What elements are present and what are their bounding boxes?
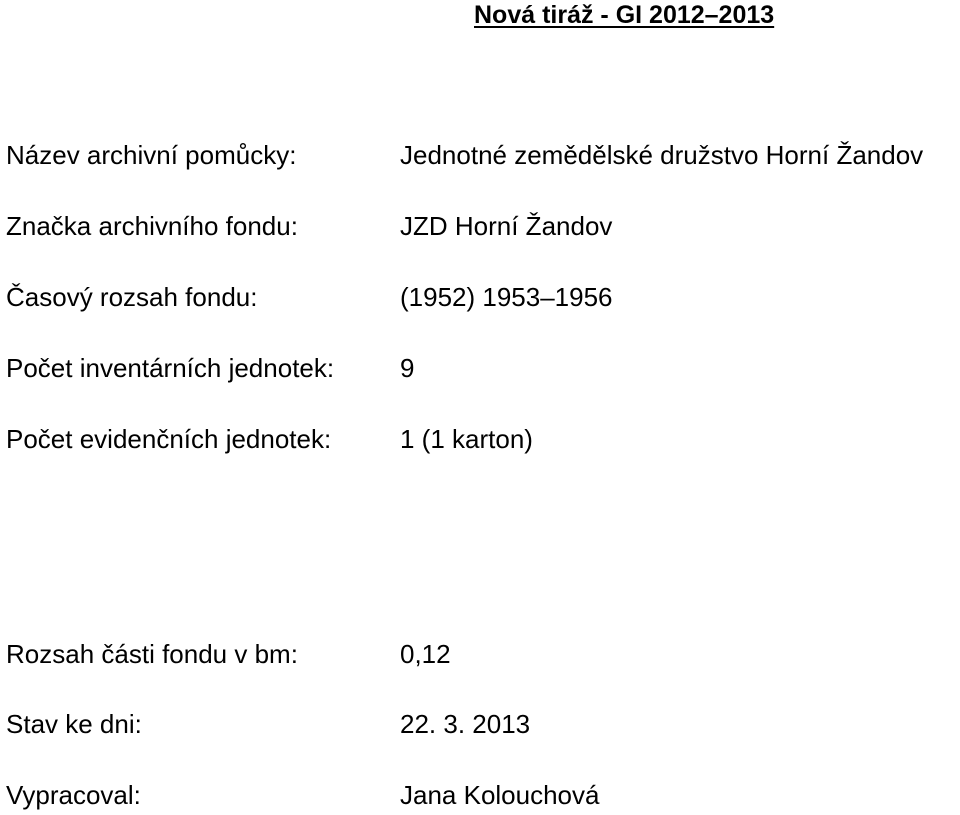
field-value: Jednotné zemědělské družstvo Horní Žandov [400,140,924,170]
field-value: 22. 3. 2013 [400,709,531,739]
document-title: Nová tiráž - GI 2012–2013 [474,1,775,29]
field-label: Vypracoval: [6,780,141,810]
field-value: (1952) 1953–1956 [400,282,613,312]
field-label: Rozsah části fondu v bm: [6,639,298,669]
field-value: Jana Kolouchová [400,780,600,810]
field-value: 1 (1 karton) [400,424,533,454]
field-label: Časový rozsah fondu: [6,282,258,312]
field-value: 0,12 [400,639,451,669]
field-value: JZD Horní Žandov [400,211,613,241]
field-label: Stav ke dni: [6,709,142,739]
field-label: Název archivní pomůcky: [6,140,297,170]
field-label: Počet inventárních jednotek: [6,353,335,383]
field-value: 9 [400,353,415,383]
field-label: Značka archivního fondu: [6,211,298,241]
field-label: Počet evidenčních jednotek: [6,424,332,454]
